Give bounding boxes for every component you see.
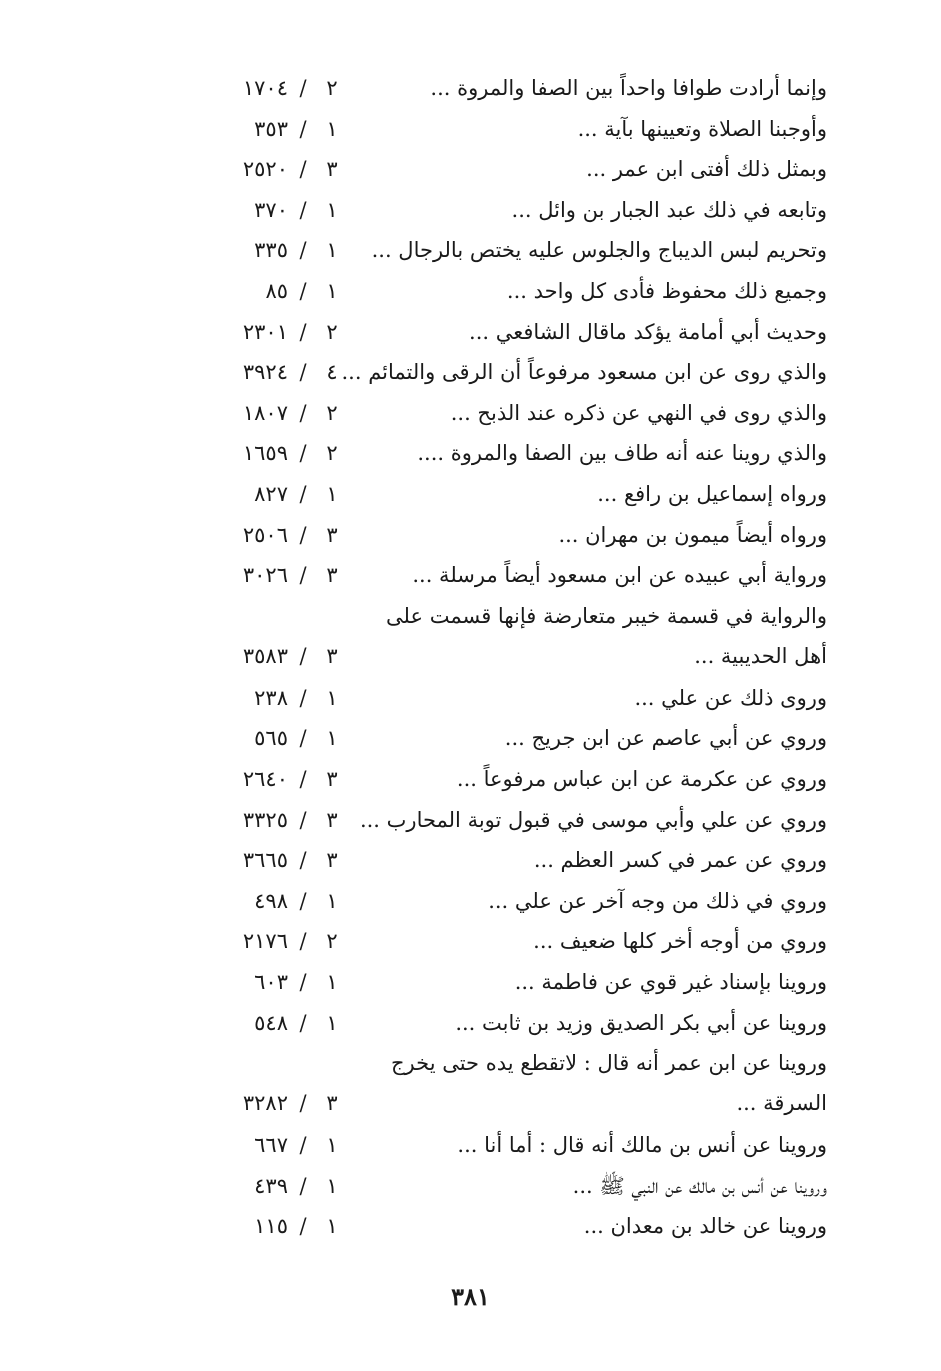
entry-text: وروينا بإسناد غير قوي عن فاطمة ... [514,970,827,994]
entry-text: وروي في ذلك من وجه آخر عن علي ... [488,888,827,913]
entry-text: وبمثل ذلك أفتى ابن عمر ... [586,157,827,182]
entry-volume: ١ [326,116,338,141]
reference-separator: / [299,888,307,913]
entry-text: وتحريم لبس الديباج والجلوس عليه يختص بالرجال ... [371,238,827,263]
entry-volume: ٣ [326,767,338,791]
entry-text: ورواية أبي عبيده عن ابن مسعود أيضاً مرسلة ... [412,563,827,588]
entry-text: وروي عن عمر في كسر العظم ... [533,848,827,873]
reference-separator: / [299,929,307,954]
entry-volume: ١ [326,726,338,751]
entry-text: ورواه أيضاً ميمون بن مهران ... [558,522,827,547]
index-entry [0,68,941,109]
entry-reference [222,515,352,556]
index-entry [0,840,941,881]
entry-text: وروي عن أبي عاصم عن ابن جريج ... [504,726,827,751]
index-entry [0,759,941,800]
entry-number: ٢٥٠٦ [242,522,288,547]
entry-volume: ٢ [326,76,338,100]
entry-reference [222,230,352,271]
entry-text: وروينا عن خالد بن معدان ... [583,1214,827,1239]
entry-reference [222,433,352,474]
entry-number: ٣٢٨٢ [242,1091,288,1116]
entry-number: ١٧٠٤ [242,76,288,100]
entry-number: ٢٥٢٠ [242,157,288,182]
entry-volume: ١ [326,238,338,263]
entry-number: ٨٥ [265,279,288,303]
entry-number: ٣٣٥ [254,238,288,263]
entry-reference [222,840,352,881]
entry-reference [222,271,352,312]
reference-separator: / [299,1010,307,1035]
index-entry [0,962,941,1003]
entry-reference [222,312,352,353]
index-entry [0,312,941,353]
entry-number: ١٦٥٩ [242,441,288,466]
entry-text: وروى ذلك عن علي ... [634,685,827,710]
reference-separator: / [299,197,307,222]
entry-reference [222,800,352,841]
entry-reference [222,68,352,109]
entry-text: وجميع ذلك محفوظ فأدى كل واحد ... [506,279,827,303]
entry-volume: ٢ [326,441,338,466]
entry-reference [222,1003,352,1044]
index-entry [0,678,941,719]
entry-volume: ٣ [326,157,338,182]
index-entry [0,1125,941,1166]
entry-volume: ١ [326,970,338,994]
entry-reference [222,1083,352,1124]
entry-reference [222,881,352,922]
entry-number: ٣٦٦٥ [242,848,288,873]
index-entry [0,718,941,759]
entry-number: ٢٣٠١ [242,319,288,344]
entry-text: وأوجبنا الصلاة وتعيينها بآية ... [577,116,827,141]
entry-reference [222,474,352,515]
entry-volume: ٣ [326,643,338,668]
entry-number: ٤٩٨ [254,888,288,913]
entry-number: ٣٣٢٥ [242,807,288,832]
reference-separator: / [299,76,307,100]
index-entry [0,1166,941,1207]
reference-separator: / [299,319,307,344]
entry-number: ٣٠٢٦ [242,563,288,588]
entry-text: ورواه إسماعيل بن رافع ... [597,482,827,506]
index-entry [0,393,941,434]
entry-text: والذي روينا عنه أنه طاف بين الصفا والمروة .... [417,441,827,466]
reference-separator: / [299,970,307,994]
entry-volume: ١ [326,888,338,913]
entry-reference [222,190,352,231]
entry-reference [222,962,352,1003]
entry-volume: ١ [326,1133,338,1158]
reference-separator: / [299,522,307,547]
index-entry [0,881,941,922]
index-entry [0,352,941,393]
page-number: ٣٨١ [451,1282,490,1311]
entry-text: وروينا عن ابن عمر أنه قال : لاتقطع يده حتى يخرج السرقة ... [391,1051,827,1116]
reference-separator: / [299,157,307,182]
reference-separator: / [299,643,307,668]
index-entry [0,596,941,678]
reference-separator: / [299,1214,307,1239]
entry-text: وروي من أوجه أخر كلها ضعيف ... [533,929,827,954]
entry-reference [222,759,352,800]
entry-volume: ٣ [326,563,338,588]
entry-volume: ١ [326,197,338,222]
entry-volume: ١ [326,1214,338,1239]
entry-volume: ٣ [326,807,338,832]
entry-reference [222,678,352,719]
entry-number: ٢٣٨ [254,685,288,710]
entry-volume: ١ [326,279,338,303]
entry-reference [222,393,352,434]
entry-text: والرواية في قسمة خيبر متعارضة فإنها قسمت على أهل الحديبية ... [386,603,827,668]
entry-volume: ١ [326,1173,338,1198]
reference-separator: / [299,726,307,751]
entry-text: والذي روى عن ابن مسعود مرفوعاً أن الرقى والتمائم ... [341,360,827,385]
index-entry [0,433,941,474]
index-entry [0,555,941,596]
reference-separator: / [299,563,307,588]
entry-reference [222,555,352,596]
entry-volume: ٣ [326,1091,338,1116]
entry-number: ٥٦٥ [254,726,288,751]
index-entry [0,474,941,515]
entry-volume: ٢ [326,319,338,344]
entry-number: ٦٦٧ [254,1133,288,1158]
entry-volume: ٣ [326,522,338,547]
entry-number: ٦٠٣ [254,970,288,994]
index-entry [0,1206,941,1247]
reference-separator: / [299,848,307,873]
index-entry [0,109,941,150]
index-entry [0,515,941,556]
entry-number: ١١٥ [254,1214,288,1239]
reference-separator: / [299,1173,307,1198]
entry-volume: ٢ [326,929,338,954]
entry-reference [222,718,352,759]
entry-text: وتابعه في ذلك عبد الجبار بن وائل ... [511,197,827,222]
index-entry [0,921,941,962]
entry-reference [222,352,352,393]
index-entry [0,230,941,271]
entry-number: ٢٦٤٠ [242,767,288,791]
index-entry [0,800,941,841]
reference-separator: / [299,238,307,263]
entry-text: والذي روى في النهي عن ذكره عند الذبح ... [450,400,827,425]
reference-separator: / [299,360,307,385]
entry-reference [222,109,352,150]
reference-separator: / [299,441,307,466]
entry-number: ٣٥٣ [254,116,288,141]
entry-volume: ١ [326,1010,338,1035]
index-entry [0,1043,941,1125]
entry-number: ٨٢٧ [254,482,288,506]
entry-number: ٣٩٢٤ [242,360,288,385]
reference-separator: / [299,1091,307,1116]
entry-text: وروينا عن أنس بن مالك أنه قال : أما أنا ... [457,1133,827,1158]
reference-separator: / [299,116,307,141]
entry-reference [222,1206,352,1247]
index-entry [0,1003,941,1044]
reference-separator: / [299,685,307,710]
entry-volume: ٤ [326,360,338,385]
entry-reference [222,149,352,190]
index-entry [0,271,941,312]
entry-text: وروينا عن أنس بن مالك عن النبي ﷺ ... [572,1173,827,1198]
reference-separator: / [299,1133,307,1158]
entry-text: وإنما أرادت طوافا واحداً بين الصفا والمروة ... [430,76,827,100]
entry-text: وروي عن علي وأبي موسى في قبول توبة المحارب ... [359,807,827,832]
index-entry [0,149,941,190]
entry-text: وروينا عن أبي بكر الصديق وزيد بن ثابت ... [455,1010,827,1035]
entry-reference [222,1166,352,1207]
entry-volume: ٣ [326,848,338,873]
entry-volume: ١ [326,482,338,506]
entry-text: وحديث أبي أمامة يؤكد ماقال الشافعي ... [469,319,827,344]
reference-separator: / [299,807,307,832]
reference-separator: / [299,767,307,791]
entry-number: ٥٤٨ [254,1010,288,1035]
entry-number: ٣٥٨٣ [242,643,288,668]
entry-number: ١٨٠٧ [242,400,288,425]
entry-reference [222,921,352,962]
entry-reference [222,636,352,677]
entry-reference [222,1125,352,1166]
entry-number: ٣٧٠ [254,197,288,222]
entry-volume: ٢ [326,400,338,425]
entry-number: ٢١٧٦ [242,929,288,954]
reference-separator: / [299,482,307,506]
index-entry [0,190,941,231]
reference-separator: / [299,400,307,425]
entry-number: ٤٣٩ [254,1173,288,1198]
entry-text: وروي عن عكرمة عن ابن عباس مرفوعاً ... [456,767,827,791]
entry-volume: ١ [326,685,338,710]
reference-separator: / [299,279,307,303]
